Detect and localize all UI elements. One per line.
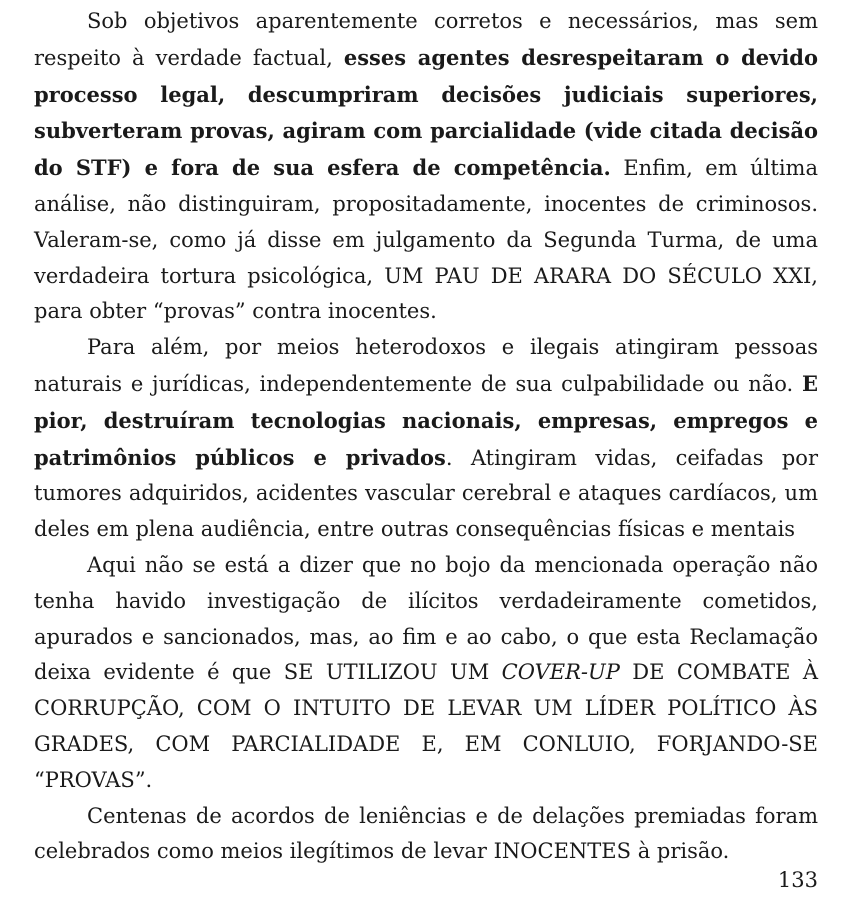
paragraph-2 [34,330,818,548]
paragraph-1-run-1: Sob objetivos aparentemente corretos e necessários, mas sem respeito à verdade factual, [34,9,818,70]
paragraph-2-run-3: . Atingiram vidas, ceifadas por tumores adquiridos, acidentes vascular cerebral e ataques cardíacos, um deles em plena audiência, entre outras consequências físicas e mentais [34,445,818,542]
page-number: 133 [777,868,818,892]
paragraph-1-run-2-bold: esses agentes desrespeitaram o devido processo legal, descumpriram decisões judiciais superiores, subverteram provas, agiram com parcialidade (vide citada decisão do STF) e fora de sua esfera de competência. [34,44,818,181]
paragraph-3-run-2-italic: COVER-UP [501,660,620,685]
paragraph-4-run-1: Centenas de acordos de leniências e de delações premiadas foram celebrados como meios ilegítimos de levar INOCENTES à prisão. [34,803,818,864]
document-page [34,4,818,870]
paragraph-3-run-1: Aqui não se está a dizer que no bojo da mencionada operação não tenha havido investigação de ilícitos verdadeiramente cometidos, apurados e sancionados, mas, ao fim e ao cabo, o que esta Reclamação deixa evidente é que SE UTILIZOU UM [34,552,818,685]
paragraph-1 [34,4,818,330]
paragraph-2-run-2-bold: E pior, destruíram tecnologias nacionais, empresas, empregos e patrimônios públicos e privados [34,370,818,470]
paragraph-3 [34,548,818,799]
paragraph-1-run-3: Enfim, em última análise, não distinguiram, propositadamente, inocentes de criminosos. Valeram-se, como já disse em julgamento da Segunda Turma, de uma verdadeira tortura psicológica, UM PAU DE ARARA DO SÉCULO XXI, para obter “provas” contra inocentes. [34,156,818,324]
paragraph-2-run-1: Para além, por meios heterodoxos e ilegais atingiram pessoas naturais e jurídicas, independentemente de sua culpabilidade ou não. [34,335,818,396]
paragraph-4 [34,799,818,871]
paragraph-3-run-3: DE COMBATE À CORRUPÇÃO, COM O INTUITO DE LEVAR UM LÍDER POLÍTICO ÀS GRADES, COM PARCIALIDADE E, EM CONLUIO, FORJANDO-SE “PROVAS”. [34,660,818,792]
